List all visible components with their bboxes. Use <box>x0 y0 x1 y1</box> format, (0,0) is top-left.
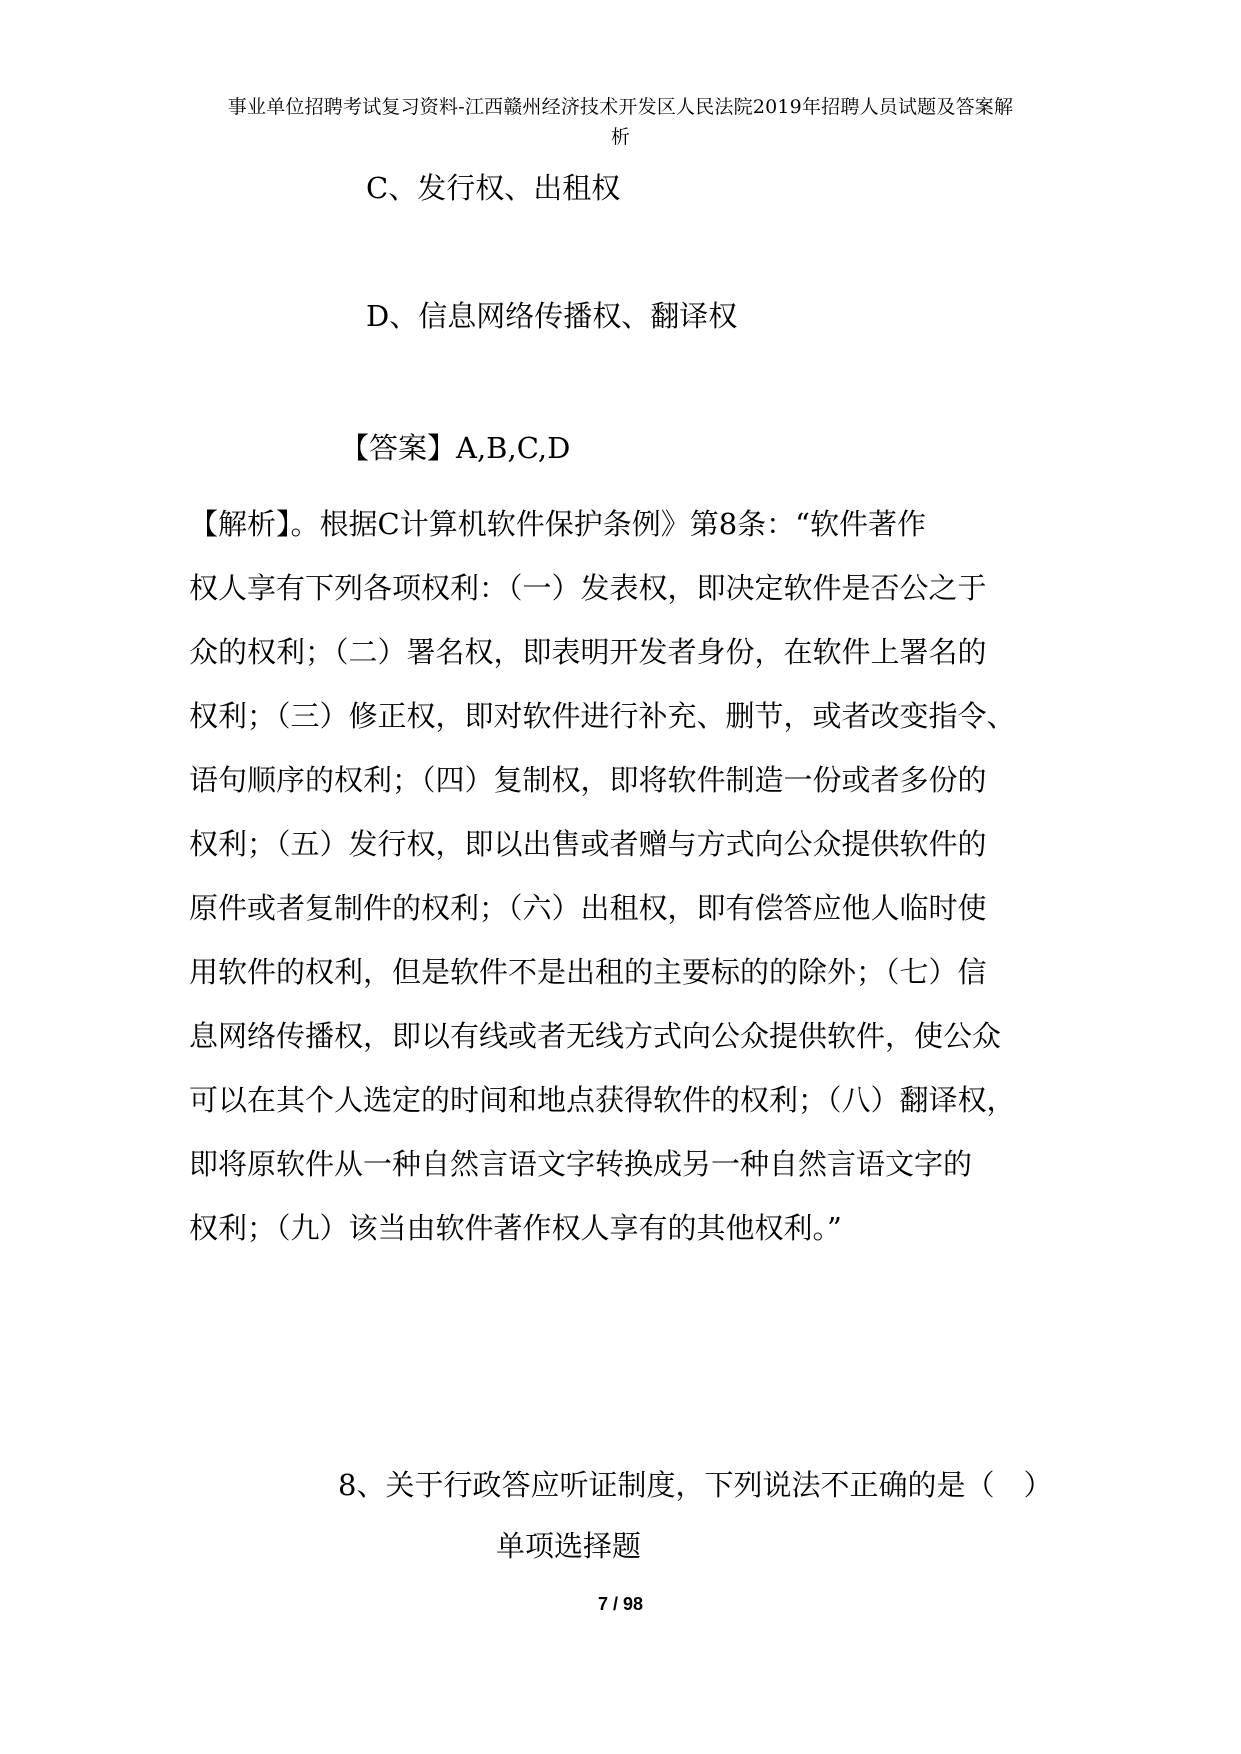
analysis-paragraph <box>189 492 1069 1260</box>
option-c: C、发行权、出租权 <box>366 171 621 205</box>
analysis-line: 权利；（九）该当由软件著作权人享有的其他权利。” <box>189 1211 842 1245</box>
analysis-line: 权人享有下列各项权利：（一）发表权，即决定软件是否公之于 <box>189 571 987 605</box>
analysis-line: 权利；（五）发行权，即以出售或者赠与方式向公众提供软件的 <box>189 827 987 861</box>
analysis-line: 语句顺序的权利；（四）复制权，即将软件制造一份或者多份的 <box>189 763 987 797</box>
analysis-line: 原件或者复制件的权利；（六）出租权，即有偿答应他人临时使 <box>189 891 987 925</box>
answer-line: 【答案】A,B,C,D <box>340 431 571 465</box>
analysis-line: 权利；（三）修正权，即对软件进行补充、删节，或者改变指令、 <box>189 699 1016 733</box>
analysis-line: 用软件的权利，但是软件不是出租的主要标的的除外；（七）信 <box>189 955 987 989</box>
analysis-line: 【解析】。根据C计算机软件保护条例》第8条：“软件著作 <box>189 507 926 541</box>
analysis-line: 可以在其个人选定的时间和地点获得软件的权利；（八）翻译权， <box>189 1083 1016 1117</box>
analysis-line: 众的权利；（二）署名权，即表明开发者身份，在软件上署名的 <box>189 635 987 669</box>
header-title-line2: 析 <box>610 126 631 148</box>
question-8: 8、关于行政答应听证制度，下列说法不正确的是（ ） <box>338 1468 1053 1502</box>
question-type: 单项选择题 <box>496 1529 642 1563</box>
option-d: D、信息网络传播权、翻译权 <box>366 299 738 333</box>
analysis-line: 息网络传播权，即以有线或者无线方式向公众提供软件，使公众 <box>189 1019 1002 1053</box>
page-number: 7 / 98 <box>597 1594 644 1614</box>
analysis-line: 即将原软件从一种自然言语文字转换成另一种自然言语文字的 <box>189 1147 973 1181</box>
page-header <box>150 92 1091 152</box>
header-title-line1: 事业单位招聘考试复习资料-江西赣州经济技术开发区人民法院2019年招聘人员试题及答案解 <box>227 96 1014 118</box>
